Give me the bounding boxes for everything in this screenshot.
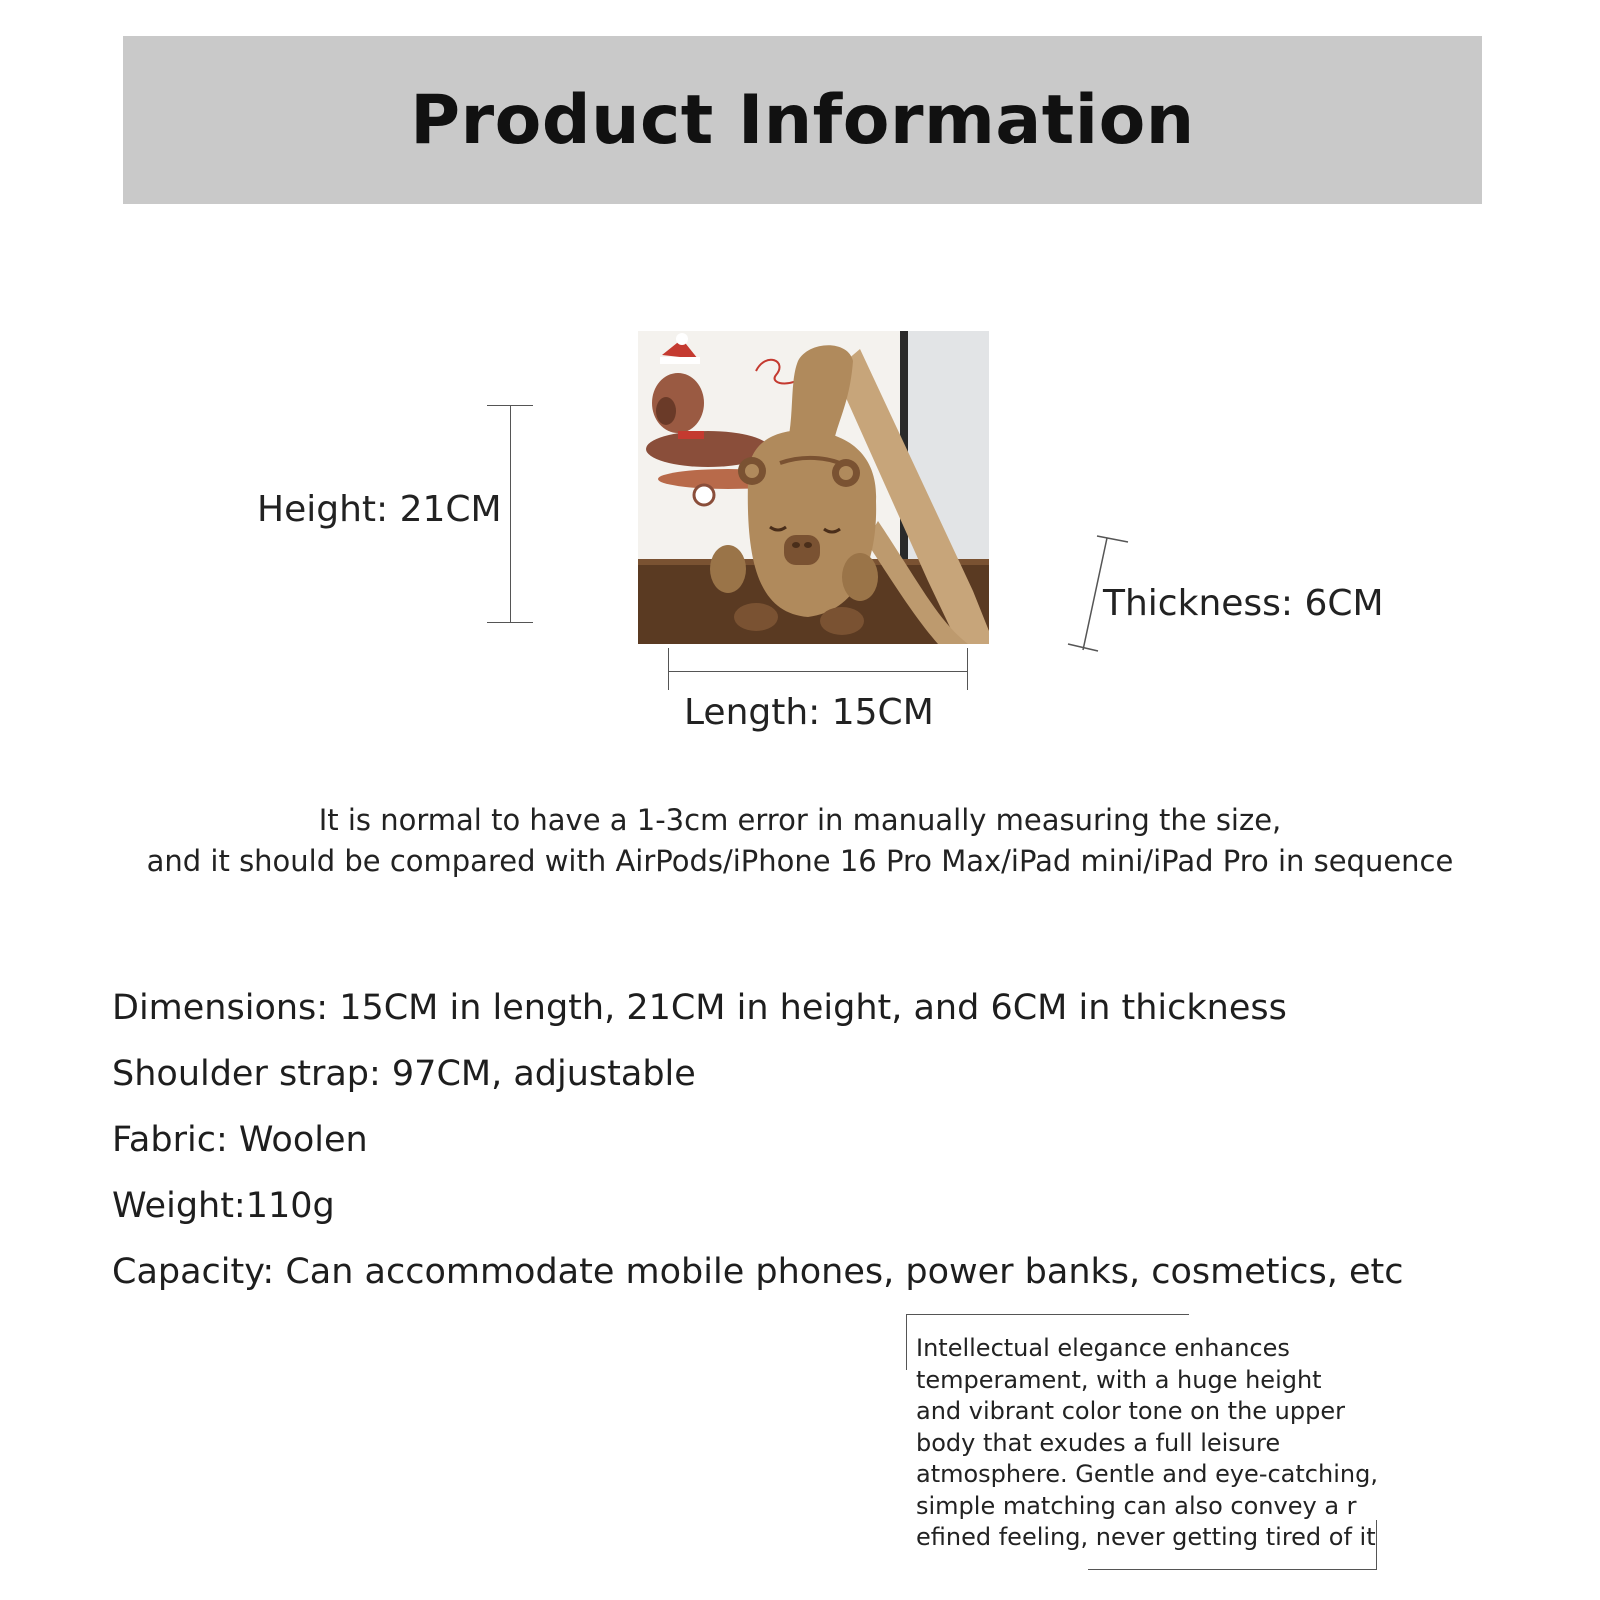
height-dimension-cap-top (487, 405, 533, 406)
blurb-bracket-left (906, 1314, 907, 1370)
blurb-line: and vibrant color tone on the upper (916, 1397, 1345, 1425)
blurb-line: atmosphere. Gentle and eye-catching, (916, 1460, 1378, 1488)
measurement-note-line-1: It is normal to have a 1-3cm error in manually measuring the size, (318, 803, 1282, 837)
blurb-line: temperament, with a huge height (916, 1365, 1322, 1394)
thickness-label: Thickness: 6CM (1103, 583, 1384, 624)
length-dimension-cap-right (967, 648, 968, 690)
product-blurb (916, 1333, 1386, 1554)
length-dimension-line (668, 671, 968, 672)
height-dimension-line (510, 405, 511, 623)
spec-capacity: Capacity: Can accommodate mobile phones, power banks, cosmetics, etc (112, 1252, 1404, 1292)
capybara-bag-illustration (638, 331, 989, 644)
blurb-bracket-top (906, 1314, 1189, 1315)
spec-fabric: Fabric: Woolen (112, 1120, 368, 1160)
product-image (638, 331, 989, 644)
length-dimension-cap-left (668, 648, 669, 690)
blurb-line: simple matching can also convey a r (916, 1491, 1357, 1520)
height-label: Height: 21CM (257, 489, 502, 530)
page-title: Product Information (410, 80, 1195, 160)
header-banner (123, 36, 1482, 204)
measurement-note-line-2: and it should be compared with AirPods/iPhone 16 Pro Max/iPad mini/iPad Pro in sequence (146, 844, 1454, 878)
blurb-line: body that exudes a full leisure (916, 1428, 1281, 1457)
blurb-line: Intellectual elegance enhances (916, 1334, 1290, 1362)
blurb-bracket-bottom (1088, 1569, 1377, 1570)
height-dimension-cap-bottom (487, 622, 533, 623)
blurb-line: efined feeling, never getting tired of it (916, 1523, 1376, 1551)
spec-weight: Weight:110g (112, 1186, 335, 1226)
spec-dimensions: Dimensions: 15CM in length, 21CM in height, and 6CM in thickness (112, 988, 1287, 1028)
spec-shoulder-strap: Shoulder strap: 97CM, adjustable (112, 1054, 696, 1094)
length-label: Length: 15CM (684, 692, 934, 733)
